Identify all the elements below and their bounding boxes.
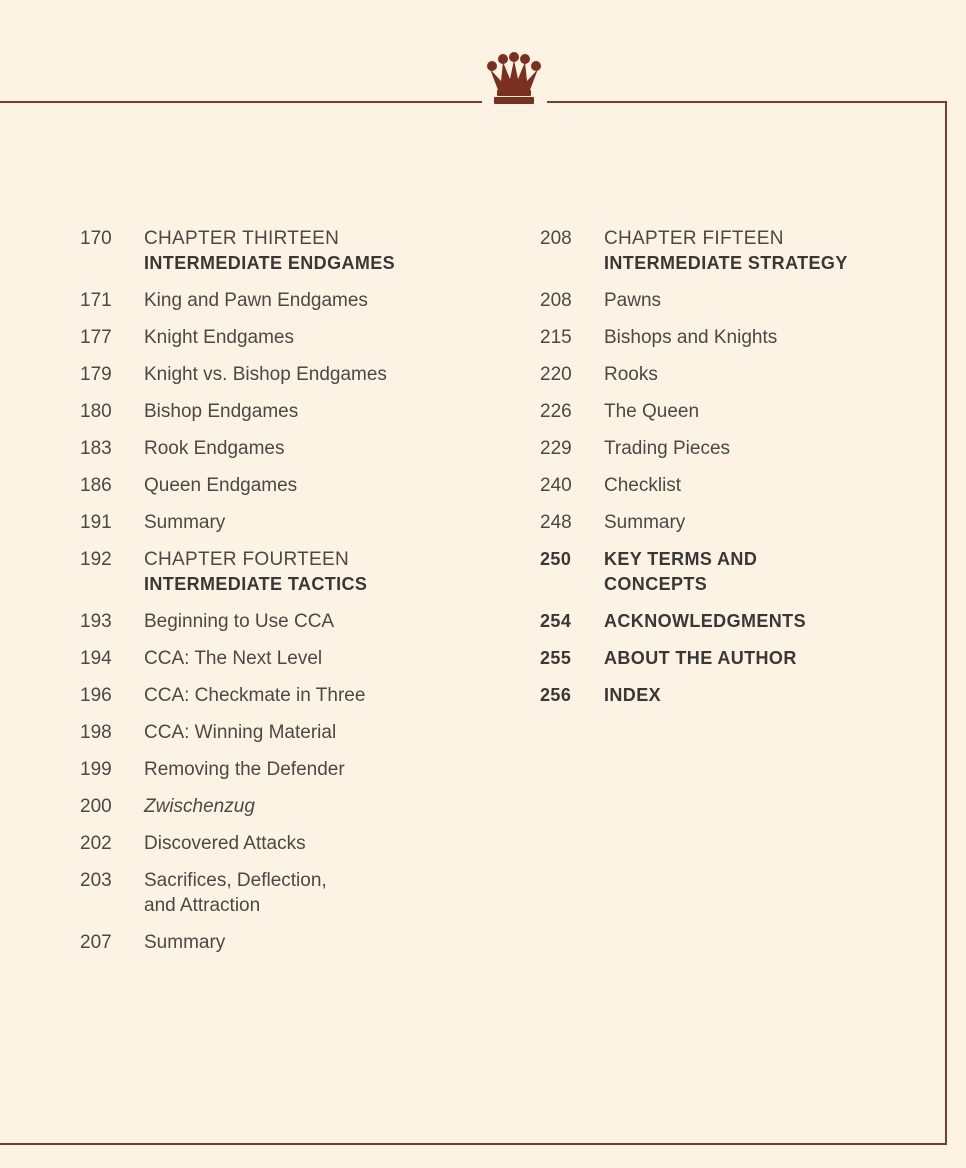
entry-title: CCA: Winning Material [144, 722, 337, 743]
toc-right-column [540, 226, 930, 720]
entry-title: Knight vs. Bishop Endgames [144, 364, 387, 385]
toc-entry[interactable] [540, 436, 930, 461]
toc-entry[interactable] [80, 510, 460, 535]
entry-title: Zwischenzug [144, 796, 255, 817]
entry-title: King and Pawn Endgames [144, 290, 368, 311]
entry-title: ACKNOWLEDGMENTS [604, 611, 806, 631]
toc-left-column [80, 226, 460, 967]
page-number: 256 [540, 685, 572, 705]
toc-entry[interactable] [80, 720, 460, 745]
page-number: 208 [540, 290, 572, 311]
toc-acknowledgments[interactable] [540, 609, 930, 634]
entry-title: CCA: Checkmate in Three [144, 685, 366, 706]
page-number: 198 [80, 722, 112, 743]
toc-entry[interactable] [80, 325, 460, 350]
page-number: 170 [80, 228, 112, 249]
entry-title: Rooks [604, 364, 658, 385]
entry-title: INDEX [604, 685, 662, 705]
page-number: 177 [80, 327, 112, 348]
entry-title: ABOUT THE AUTHOR [604, 648, 797, 668]
page-number: 202 [80, 833, 112, 854]
frame-top-left-rule [0, 101, 482, 103]
entry-title: Summary [144, 512, 226, 533]
chapter-label: CHAPTER THIRTEEN [144, 228, 340, 249]
page-number: 229 [540, 438, 572, 459]
toc-entry[interactable] [80, 288, 460, 313]
entry-title: Knight Endgames [144, 327, 294, 348]
page-number: 203 [80, 870, 112, 891]
entry-title-line-1: KEY TERMS AND [604, 549, 758, 569]
entry-title: Queen Endgames [144, 475, 298, 496]
entry-title: Bishops and Knights [604, 327, 778, 348]
entry-title: Removing the Defender [144, 759, 345, 780]
toc-entry[interactable] [80, 831, 460, 856]
page-number: 248 [540, 512, 572, 533]
frame-bottom-rule [0, 1143, 947, 1145]
chess-queen-icon [486, 52, 542, 106]
entry-title-line-1: Sacrifices, Deflection, [144, 870, 327, 891]
page-number: 215 [540, 327, 572, 348]
toc-entry[interactable] [80, 683, 460, 708]
page-number: 179 [80, 364, 112, 385]
entry-title: The Queen [604, 401, 700, 422]
toc-entry[interactable] [80, 757, 460, 782]
toc-entry[interactable] [80, 646, 460, 671]
frame-right-rule [945, 101, 947, 1145]
entry-title: Rook Endgames [144, 438, 285, 459]
toc-chapter-14[interactable] [80, 547, 460, 597]
page-number: 240 [540, 475, 572, 496]
toc-entry[interactable] [80, 609, 460, 634]
page-number: 207 [80, 932, 112, 953]
entry-title: CCA: The Next Level [144, 648, 323, 669]
toc-key-terms[interactable] [540, 547, 930, 597]
toc-entry[interactable] [80, 473, 460, 498]
entry-title: Summary [604, 512, 686, 533]
toc-entry[interactable] [540, 510, 930, 535]
toc-entry[interactable] [540, 473, 930, 498]
entry-title: Checklist [604, 475, 682, 496]
page-number: 191 [80, 512, 112, 533]
page-number: 226 [540, 401, 572, 422]
page-number: 193 [80, 611, 112, 632]
toc-entry[interactable] [80, 362, 460, 387]
toc-index[interactable] [540, 683, 930, 708]
toc-chapter-13[interactable] [80, 226, 460, 276]
toc-chapter-15[interactable] [540, 226, 930, 276]
page-number: 254 [540, 611, 572, 631]
entry-title: Discovered Attacks [144, 833, 306, 854]
entry-title: Trading Pieces [604, 438, 731, 459]
toc-entry[interactable] [540, 362, 930, 387]
page-number: 183 [80, 438, 112, 459]
toc-entry[interactable] [540, 288, 930, 313]
toc-entry[interactable] [80, 868, 460, 918]
page-number: 200 [80, 796, 112, 817]
page-number: 208 [540, 228, 572, 249]
page-number: 192 [80, 549, 112, 570]
entry-title-line-2: CONCEPTS [604, 574, 708, 594]
page-number: 250 [540, 549, 572, 569]
toc-about-the-author[interactable] [540, 646, 930, 671]
chapter-label: CHAPTER FIFTEEN [604, 228, 784, 249]
entry-title: Summary [144, 932, 226, 953]
toc-entry[interactable] [540, 399, 930, 424]
toc-entry[interactable] [540, 325, 930, 350]
toc-entry[interactable] [80, 399, 460, 424]
chapter-label: CHAPTER FOURTEEN [144, 549, 350, 570]
entry-title: Bishop Endgames [144, 401, 299, 422]
page-number: 199 [80, 759, 112, 780]
entry-title: Beginning to Use CCA [144, 611, 335, 632]
page-number: 196 [80, 685, 112, 706]
page-number: 220 [540, 364, 572, 385]
toc-entry[interactable] [80, 794, 460, 819]
toc-entry[interactable] [80, 930, 460, 955]
page-number: 186 [80, 475, 112, 496]
page-number: 171 [80, 290, 112, 311]
frame-top-right-rule [547, 101, 947, 103]
chapter-name: INTERMEDIATE ENDGAMES [144, 253, 396, 273]
page-number: 255 [540, 648, 572, 668]
toc-entry[interactable] [80, 436, 460, 461]
chapter-name: INTERMEDIATE TACTICS [144, 574, 368, 594]
chapter-name: INTERMEDIATE STRATEGY [604, 253, 848, 273]
entry-title: Pawns [604, 290, 662, 311]
entry-title-line-2: and Attraction [144, 895, 261, 916]
page-number: 180 [80, 401, 112, 422]
page-number: 194 [80, 648, 112, 669]
